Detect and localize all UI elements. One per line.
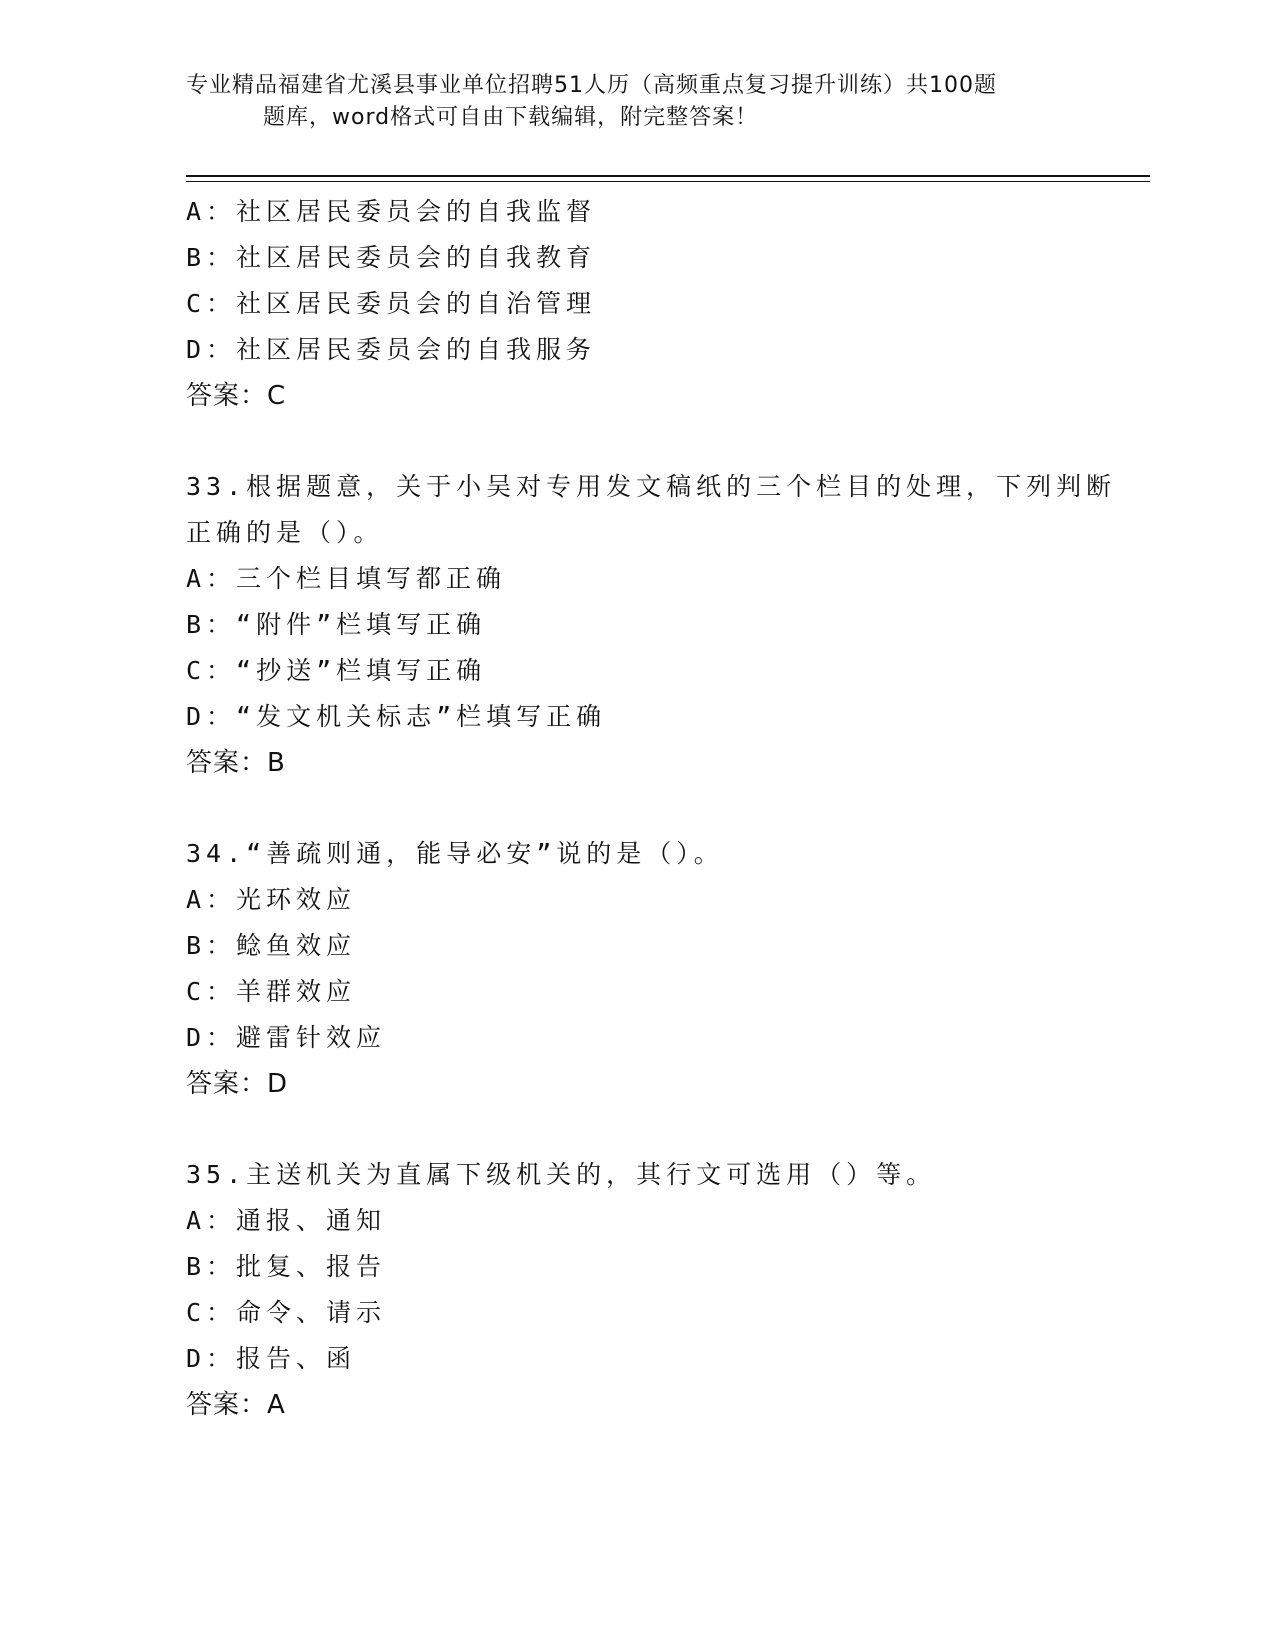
option-b: B：批复、报告 — [186, 1252, 387, 1281]
question-stem: 34.“善疏则通，能导必安”说的是（）。 — [186, 839, 724, 868]
option-b: B：鲶鱼效应 — [186, 931, 357, 960]
option-d: D：社区居民委员会的自我服务 — [186, 335, 597, 364]
header-title-line2: 题库，word格式可自由下载编辑，附完整答案！ — [263, 105, 759, 130]
question-list — [186, 189, 1117, 1428]
option-c: C：羊群效应 — [186, 977, 357, 1006]
spacer — [186, 1107, 1086, 1152]
option-b: B：“附件”栏填写正确 — [186, 610, 487, 639]
question-35-block — [186, 1152, 1086, 1428]
spacer — [186, 786, 1086, 831]
answer-line: 答案：C — [186, 381, 287, 411]
option-a: A：社区居民委员会的自我监督 — [186, 197, 597, 226]
option-d: D：“发文机关标志”栏填写正确 — [186, 702, 607, 731]
option-a: A：通报、通知 — [186, 1206, 387, 1235]
option-d: D：避雷针效应 — [186, 1023, 387, 1052]
option-b: B：社区居民委员会的自我教育 — [186, 243, 597, 272]
answer-line: 答案：B — [186, 748, 286, 778]
document-header — [186, 70, 1086, 134]
option-a: A：三个栏目填写都正确 — [186, 564, 507, 593]
question-34-block — [186, 831, 1086, 1107]
option-c: C：社区居民委员会的自治管理 — [186, 289, 597, 318]
option-c: C：命令、请示 — [186, 1298, 387, 1327]
header-divider-thick — [186, 175, 1150, 177]
spacer — [186, 419, 1086, 464]
question-stem: 33.根据题意，关于小吴对专用发文稿纸的三个栏目的处理，下列判断 — [186, 472, 1117, 501]
question-32-block — [186, 189, 1086, 419]
header-divider-thin — [186, 181, 1150, 182]
question-33-block — [186, 464, 1117, 786]
question-stem: 35.主送机关为直属下级机关的，其行文可选用（）等。 — [186, 1160, 937, 1189]
header-title-line1: 专业精品福建省尤溪县事业单位招聘51人历（高频重点复习提升训练）共100题 — [186, 73, 997, 98]
answer-line: 答案：A — [186, 1390, 286, 1420]
answer-line: 答案：D — [186, 1069, 289, 1099]
option-c: C：“抄送”栏填写正确 — [186, 656, 487, 685]
option-a: A：光环效应 — [186, 885, 357, 914]
question-stem-continued: 正确的是（）。 — [186, 518, 384, 547]
option-d: D：报告、函 — [186, 1344, 357, 1373]
